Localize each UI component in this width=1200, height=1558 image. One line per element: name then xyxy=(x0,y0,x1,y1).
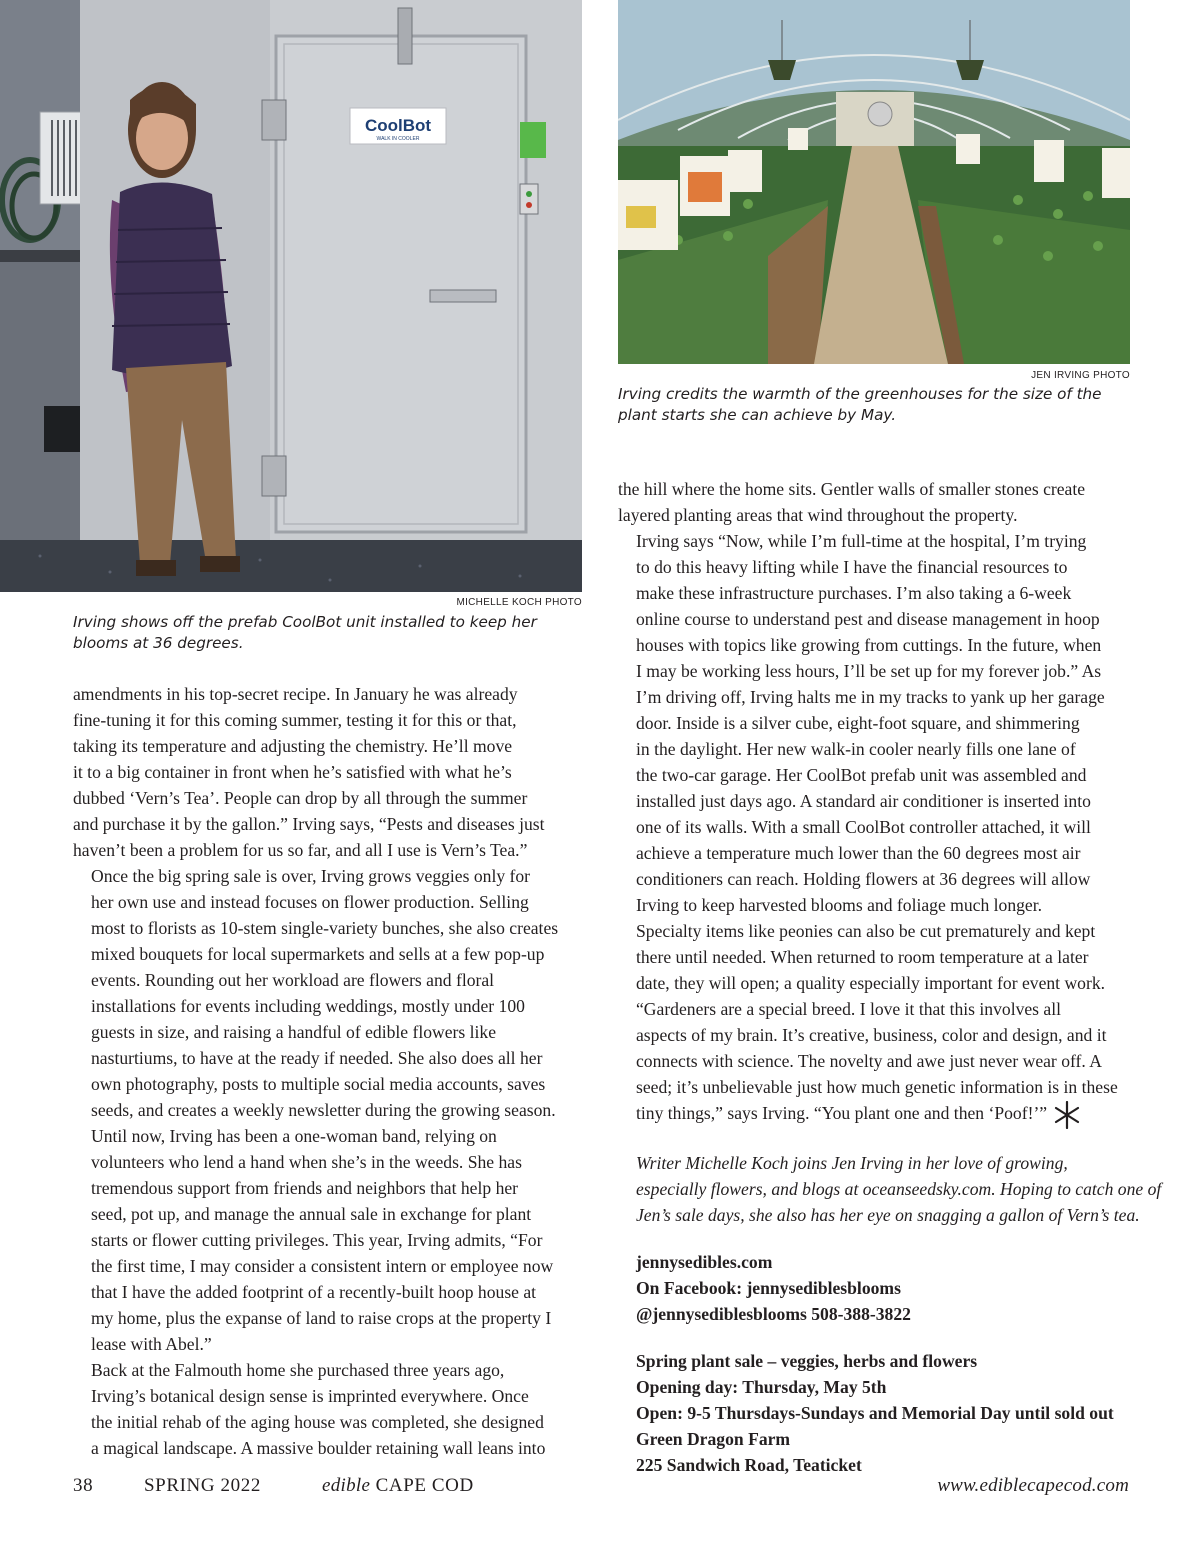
contact-info: jennysedibles.com On Facebook: jennysediblesblooms @jennysediblesblooms 508-388-3822 xyxy=(618,1249,1133,1327)
paragraph: Irving says “Now, while I’m full-time at the hospital, I’m trying to do this heavy lifting while I have the financial resources to make these infrastructure purchases. I’m also taking a 6-week online course to understand pest and disease management in hoop houses with topics like growing from cuttings. In the future, when I may be working less hours, I’ll be set up for my forever job.” As I’m driving off, Irving halts me in my tracks to yank up her garage door. Inside is a silver cube, eight-foot square, and shimmering in the daylight. Her new walk-in cooler nearly fills one lane of the two-car garage. Her CoolBot prefab unit was assembled and installed just days ago. A standard air conditioner is inserted into one of its walls. With a small CoolBot controller attached, it will achieve a temperature much lower than the 60 degrees most air conditioners can reach. Holding flowers at 36 degrees will allow Irving to keep harvested blooms and foliage much longer. Specialty items like peonies can also be cut prematurely and kept there until needed. When returned to room temperature at a later date, they will open; a quality especially important for event work. xyxy=(636,531,1106,993)
sale-info: Spring plant sale – veggies, herbs and flowers Opening day: Thursday, May 5th Open: 9-5 Thursdays-Sundays and Memorial Day until sold out Green Dragon Farm 225 Sandwich Road, Teaticket xyxy=(636,1350,1114,1475)
magazine-brand: edible CAPE COD xyxy=(322,1475,474,1496)
right-photo-caption: Irving credits the warmth of the greenhouses for the size of the plant starts she can achieve by May. xyxy=(618,385,1102,424)
left-photo-credit: MICHELLE KOCH PHOTO xyxy=(456,597,582,608)
paragraph: “Gardeners are a special breed. I love it that this involves all aspects of my brain. It’s creative, business, color and design, and it connects with science. The novelty and awe just never wear off. A seed; it’s unbelievable just how much genetic information is in these tiny things,” says Irving. “You plant one and then ‘Poof!’” xyxy=(618,996,1133,1129)
svg-text:WALK IN COOLER: WALK IN COOLER xyxy=(376,136,420,142)
paragraph: Until now, Irving has been a one-woman band, relying on volunteers who lend a hand when she’s in the weeds. She has tremendous support from friends and neighbors that help her seed, pot up, and manage the annual sale in exchange for plant starts or flower cutting privileges. This year, Irving admits, “For the first time, I may consider a consistent intern or employee now that I have the added footprint of a recently-built hoop house at my home, plus the expanse of land to raise crops at the property I lease with Abel.” xyxy=(91,1126,554,1354)
left-photo-caption: Irving shows off the prefab CoolBot unit installed to keep her blooms at 36 degrees. xyxy=(73,613,537,652)
left-column-text xyxy=(73,681,583,1461)
website-link: jennysedibles.com xyxy=(636,1251,773,1272)
footer-website: www.ediblecapecod.com xyxy=(937,1475,1129,1496)
paragraph: Once the big spring sale is over, Irving grows veggies only for her own use and instead focuses on flower production. Selling most to florists as 10-stem single-variety bunches, she also creates mixed bouquets for local supermarkets and sells at a few pop-up events. Rounding out her workload are flowers and floral installations for events including weddings, mostly under 100 guests in size, and raising a handful of edible flowers like nasturtiums, to have at the ready if needed. She also does all her own photography, posts to multiple social media accounts, saves seeds, and creates a weekly newsletter during the growing season. xyxy=(91,866,559,1120)
paragraph: Back at the Falmouth home she purchased three years ago, Irving’s botanical design sense is imprinted everywhere. Once the initial rehab of the aging house was completed, she designed a magical landscape. A massive boulder retaining wall leans into xyxy=(91,1360,546,1458)
right-column-text xyxy=(618,476,1162,1478)
coolbot-photo xyxy=(0,0,582,592)
right-photo-credit: JEN IRVING PHOTO xyxy=(1031,370,1130,381)
paragraph: the hill where the home sits. Gentler walls of smaller stones create layered planting areas that wind throughout the property. xyxy=(618,479,1086,525)
paragraph: amendments in his top-secret recipe. In January he was already fine-tuning it for this coming summer, testing it for this or that, taking its temperature and adjusting the chemistry. He’ll move it to a big container in front when he’s satisfied with what he’s dubbed ‘Vern’s Tea’. People can drop by all through the summer and purchase it by the gallon.” Irving says, “Pests and diseases just haven’t been a problem for us so far, and all I use is Vern’s Tea.” xyxy=(73,684,545,860)
end-mark-icon xyxy=(1053,1101,1081,1129)
greenhouse-photo xyxy=(618,0,1130,364)
coolbot-sign-text: CoolBot xyxy=(364,116,432,135)
page-number: 38 xyxy=(73,1475,94,1496)
author-bio: Writer Michelle Koch joins Jen Irving in her love of growing, especially flowers, and blogs at oceanseedsky.com. Hoping to catch one of Jen’s sale days, she also has her eye on snagging a gallon of Vern’s tea. xyxy=(636,1152,1162,1225)
issue-label: SPRING 2022 xyxy=(144,1475,261,1496)
